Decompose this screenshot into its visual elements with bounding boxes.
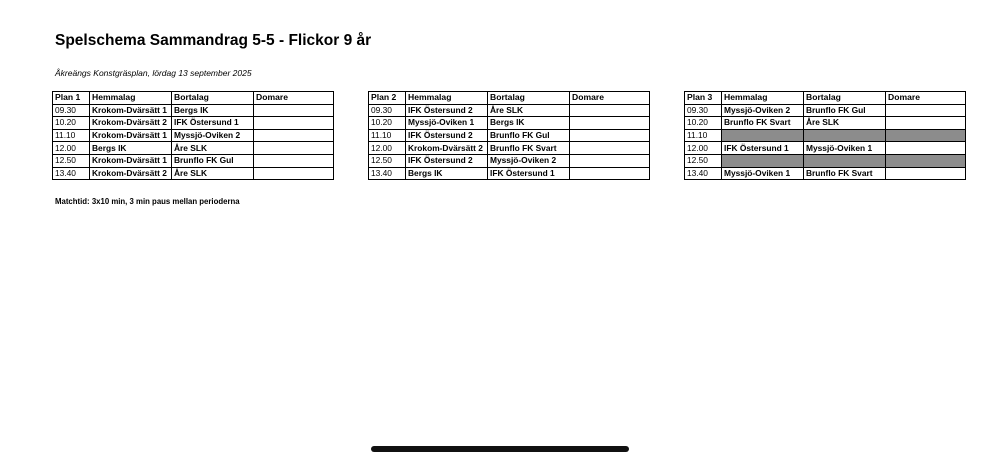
referee-header: Domare xyxy=(254,92,334,105)
match-row xyxy=(53,129,334,142)
referee-cell xyxy=(254,142,334,155)
away-team-cell: Åre SLK xyxy=(804,117,886,130)
match-time-cell: 13.40 xyxy=(369,167,406,180)
schedule-table-plan-3 xyxy=(684,91,966,180)
home-team-header: Hemmalag xyxy=(90,92,172,105)
away-team-cell: Brunflo FK Gul xyxy=(488,129,570,142)
match-row xyxy=(369,129,650,142)
match-time-cell: 12.50 xyxy=(53,154,90,167)
match-time-cell: 11.10 xyxy=(369,129,406,142)
match-time-cell: 13.40 xyxy=(53,167,90,180)
match-row xyxy=(369,104,650,117)
referee-cell xyxy=(570,154,650,167)
home-team-cell: IFK Östersund 2 xyxy=(406,154,488,167)
match-rows xyxy=(369,104,650,180)
match-time-cell: 09.30 xyxy=(685,104,722,117)
referee-cell xyxy=(254,104,334,117)
away-team-cell: Åre SLK xyxy=(172,167,254,180)
away-team-cell: Åre SLK xyxy=(488,104,570,117)
referee-header: Domare xyxy=(570,92,650,105)
match-row xyxy=(369,142,650,155)
referee-cell xyxy=(570,142,650,155)
away-team-cell xyxy=(804,154,886,167)
match-row xyxy=(685,104,966,117)
home-team-cell: Brunflo FK Svart xyxy=(722,117,804,130)
referee-cell xyxy=(886,129,966,142)
match-time-cell: 10.20 xyxy=(369,117,406,130)
home-team-header: Hemmalag xyxy=(406,92,488,105)
venue-date-subtitle: Åkreängs Konstgräsplan, lördag 13 september 2025 xyxy=(55,68,252,78)
match-time-cell: 13.40 xyxy=(685,167,722,180)
match-duration-note: Matchtid: 3x10 min, 3 min paus mellan perioderna xyxy=(55,197,240,206)
match-time-cell: 12.00 xyxy=(53,142,90,155)
away-team-cell: Brunflo FK Gul xyxy=(172,154,254,167)
referee-cell xyxy=(886,142,966,155)
home-team-cell: Krokom-Dvärsätt 2 xyxy=(90,117,172,130)
home-team-cell: Myssjö-Oviken 2 xyxy=(722,104,804,117)
match-row xyxy=(685,129,966,142)
home-team-cell xyxy=(722,129,804,142)
home-team-header: Hemmalag xyxy=(722,92,804,105)
away-team-header: Bortalag xyxy=(172,92,254,105)
referee-cell xyxy=(254,154,334,167)
home-team-cell: Bergs IK xyxy=(90,142,172,155)
home-team-cell: Bergs IK xyxy=(406,167,488,180)
match-row xyxy=(369,167,650,180)
match-time-cell: 10.20 xyxy=(685,117,722,130)
away-team-cell: Brunflo FK Svart xyxy=(804,167,886,180)
page-title: Spelschema Sammandrag 5-5 - Flickor 9 år xyxy=(55,32,372,49)
away-team-cell: Myssjö-Oviken 1 xyxy=(804,142,886,155)
header-row xyxy=(53,92,334,105)
referee-cell xyxy=(254,129,334,142)
home-team-cell: IFK Östersund 2 xyxy=(406,104,488,117)
match-rows xyxy=(685,104,966,180)
home-team-cell: Krokom-Dvärsätt 1 xyxy=(90,104,172,117)
home-indicator-bar[interactable] xyxy=(371,446,629,452)
schedule-table-plan-2 xyxy=(368,91,650,180)
referee-cell xyxy=(570,117,650,130)
match-time-cell: 12.50 xyxy=(369,154,406,167)
field-name-header: Plan 2 xyxy=(369,92,406,105)
referee-cell xyxy=(886,117,966,130)
away-team-cell: Myssjö-Oviken 2 xyxy=(488,154,570,167)
away-team-cell: Bergs IK xyxy=(488,117,570,130)
match-time-cell: 11.10 xyxy=(53,129,90,142)
home-team-cell: IFK Östersund 1 xyxy=(722,142,804,155)
match-row xyxy=(685,154,966,167)
referee-cell xyxy=(886,167,966,180)
match-time-cell: 10.20 xyxy=(53,117,90,130)
match-time-cell: 11.10 xyxy=(685,129,722,142)
match-row xyxy=(53,117,334,130)
referee-cell xyxy=(570,167,650,180)
home-team-cell: Krokom-Dvärsätt 1 xyxy=(90,154,172,167)
home-team-cell: Krokom-Dvärsätt 2 xyxy=(90,167,172,180)
match-row xyxy=(685,142,966,155)
match-time-cell: 09.30 xyxy=(53,104,90,117)
match-time-cell: 09.30 xyxy=(369,104,406,117)
referee-cell xyxy=(886,104,966,117)
referee-cell xyxy=(570,129,650,142)
match-time-cell: 12.00 xyxy=(685,142,722,155)
match-row xyxy=(369,154,650,167)
away-team-cell: Brunflo FK Svart xyxy=(488,142,570,155)
home-team-cell: Krokom-Dvärsätt 2 xyxy=(406,142,488,155)
home-team-cell: Krokom-Dvärsätt 1 xyxy=(90,129,172,142)
home-team-cell: Myssjö-Oviken 1 xyxy=(722,167,804,180)
referee-cell xyxy=(254,117,334,130)
away-team-cell: IFK Östersund 1 xyxy=(488,167,570,180)
match-time-cell: 12.00 xyxy=(369,142,406,155)
away-team-cell: Bergs IK xyxy=(172,104,254,117)
referee-cell xyxy=(886,154,966,167)
away-team-header: Bortalag xyxy=(804,92,886,105)
match-row xyxy=(685,117,966,130)
match-row xyxy=(53,167,334,180)
home-team-cell: IFK Östersund 2 xyxy=(406,129,488,142)
away-team-cell: Åre SLK xyxy=(172,142,254,155)
schedule-table-plan-1 xyxy=(52,91,334,180)
away-team-cell: Myssjö-Oviken 2 xyxy=(172,129,254,142)
away-team-header: Bortalag xyxy=(488,92,570,105)
away-team-cell: Brunflo FK Gul xyxy=(804,104,886,117)
match-row xyxy=(53,142,334,155)
match-rows xyxy=(53,104,334,180)
match-time-cell: 12.50 xyxy=(685,154,722,167)
match-row xyxy=(53,154,334,167)
match-row xyxy=(53,104,334,117)
referee-cell xyxy=(254,167,334,180)
field-name-header: Plan 1 xyxy=(53,92,90,105)
header-row xyxy=(369,92,650,105)
home-team-cell xyxy=(722,154,804,167)
home-team-cell: Myssjö-Oviken 1 xyxy=(406,117,488,130)
match-row xyxy=(369,117,650,130)
referee-header: Domare xyxy=(886,92,966,105)
away-team-cell: IFK Östersund 1 xyxy=(172,117,254,130)
match-row xyxy=(685,167,966,180)
header-row xyxy=(685,92,966,105)
referee-cell xyxy=(570,104,650,117)
field-name-header: Plan 3 xyxy=(685,92,722,105)
away-team-cell xyxy=(804,129,886,142)
